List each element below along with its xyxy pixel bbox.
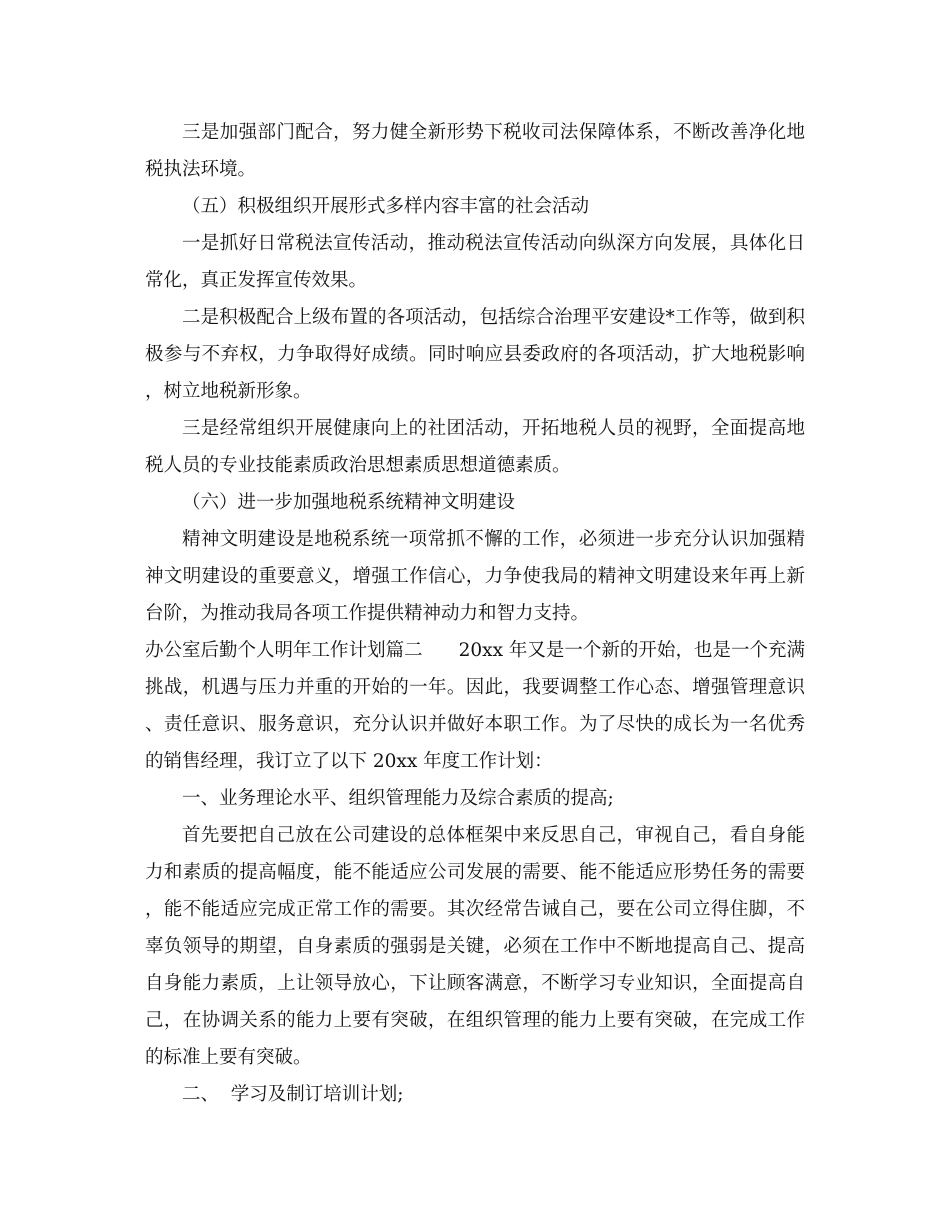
article-intro: 20xx 年又是一个新的开始，也是一个充满挑战，机遇与压力并重的开始的一年。因此，我要调整工作心态、增强管理意识、责任意识、服务意识，充分认识并做好本职工作。为了尽快的成长为一名优秀的销售经理，我订立了以下 20xx 年度工作计划： — [145, 640, 805, 772]
document-body — [145, 114, 805, 1113]
paragraph-2: 一是抓好日常税法宣传活动，推动税法宣传活动向纵深方向发展，具体化日常化，真正发挥宣传效果。 — [145, 233, 805, 291]
paragraph-1: 三是加强部门配合，努力健全新形势下税收司法保障体系，不断改善净化地税执法环境。 — [145, 122, 805, 180]
article-title-paragraph — [145, 632, 805, 780]
section-heading-one: 一、业务理论水平、组织管理能力及综合素质的提高; — [182, 788, 614, 809]
section-heading-5: （五）积极组织开展形式多样内容丰富的社会活动 — [182, 196, 590, 217]
article-title: 办公室后勤个人明年工作计划篇二 — [145, 640, 423, 661]
section-heading-two: 二、 学习及制订培训计划; — [182, 1084, 404, 1105]
section-heading-6: （六）进一步加强地税系统精神文明建设 — [182, 492, 516, 513]
paragraph-3: 二是积极配合上级布置的各项活动，包括综合治理平安建设*工作等，做到积极参与不弃权，力争取得好成绩。同时响应县委政府的各项活动，扩大地税影响，树立地税新形象。 — [145, 307, 805, 402]
paragraph-6: 首先要把自己放在公司建设的总体框架中来反思自己，审视自己，看自身能力和素质的提高幅度，能不能适应公司发展的需要、能不能适应形势任务的需要，能不能适应完成正常工作的需要。其次经常告诫自己，要在公司立得住脚，不辜负领导的期望，自身素质的强弱是关键，必须在工作中不断地提高自己、提高自身能力素质，上让领导放心，下让顾客满意，不断学习专业知识，全面提高自己，在协调关系的能力上要有突破，在组织管理的能力上要有突破，在完成工作的标准上要有突破。 — [145, 825, 805, 1068]
paragraph-4: 三是经常组织开展健康向上的社团活动，开拓地税人员的视野，全面提高地税人员的专业技能素质政治思想素质思想道德素质。 — [145, 418, 805, 476]
paragraph-5: 精神文明建设是地税系统一项常抓不懈的工作，必须进一步充分认识加强精神文明建设的重要意义，增强工作信心，力争使我局的精神文明建设来年再上新台阶，为推动我局各项工作提供精神动力和智力支持。 — [145, 529, 805, 624]
